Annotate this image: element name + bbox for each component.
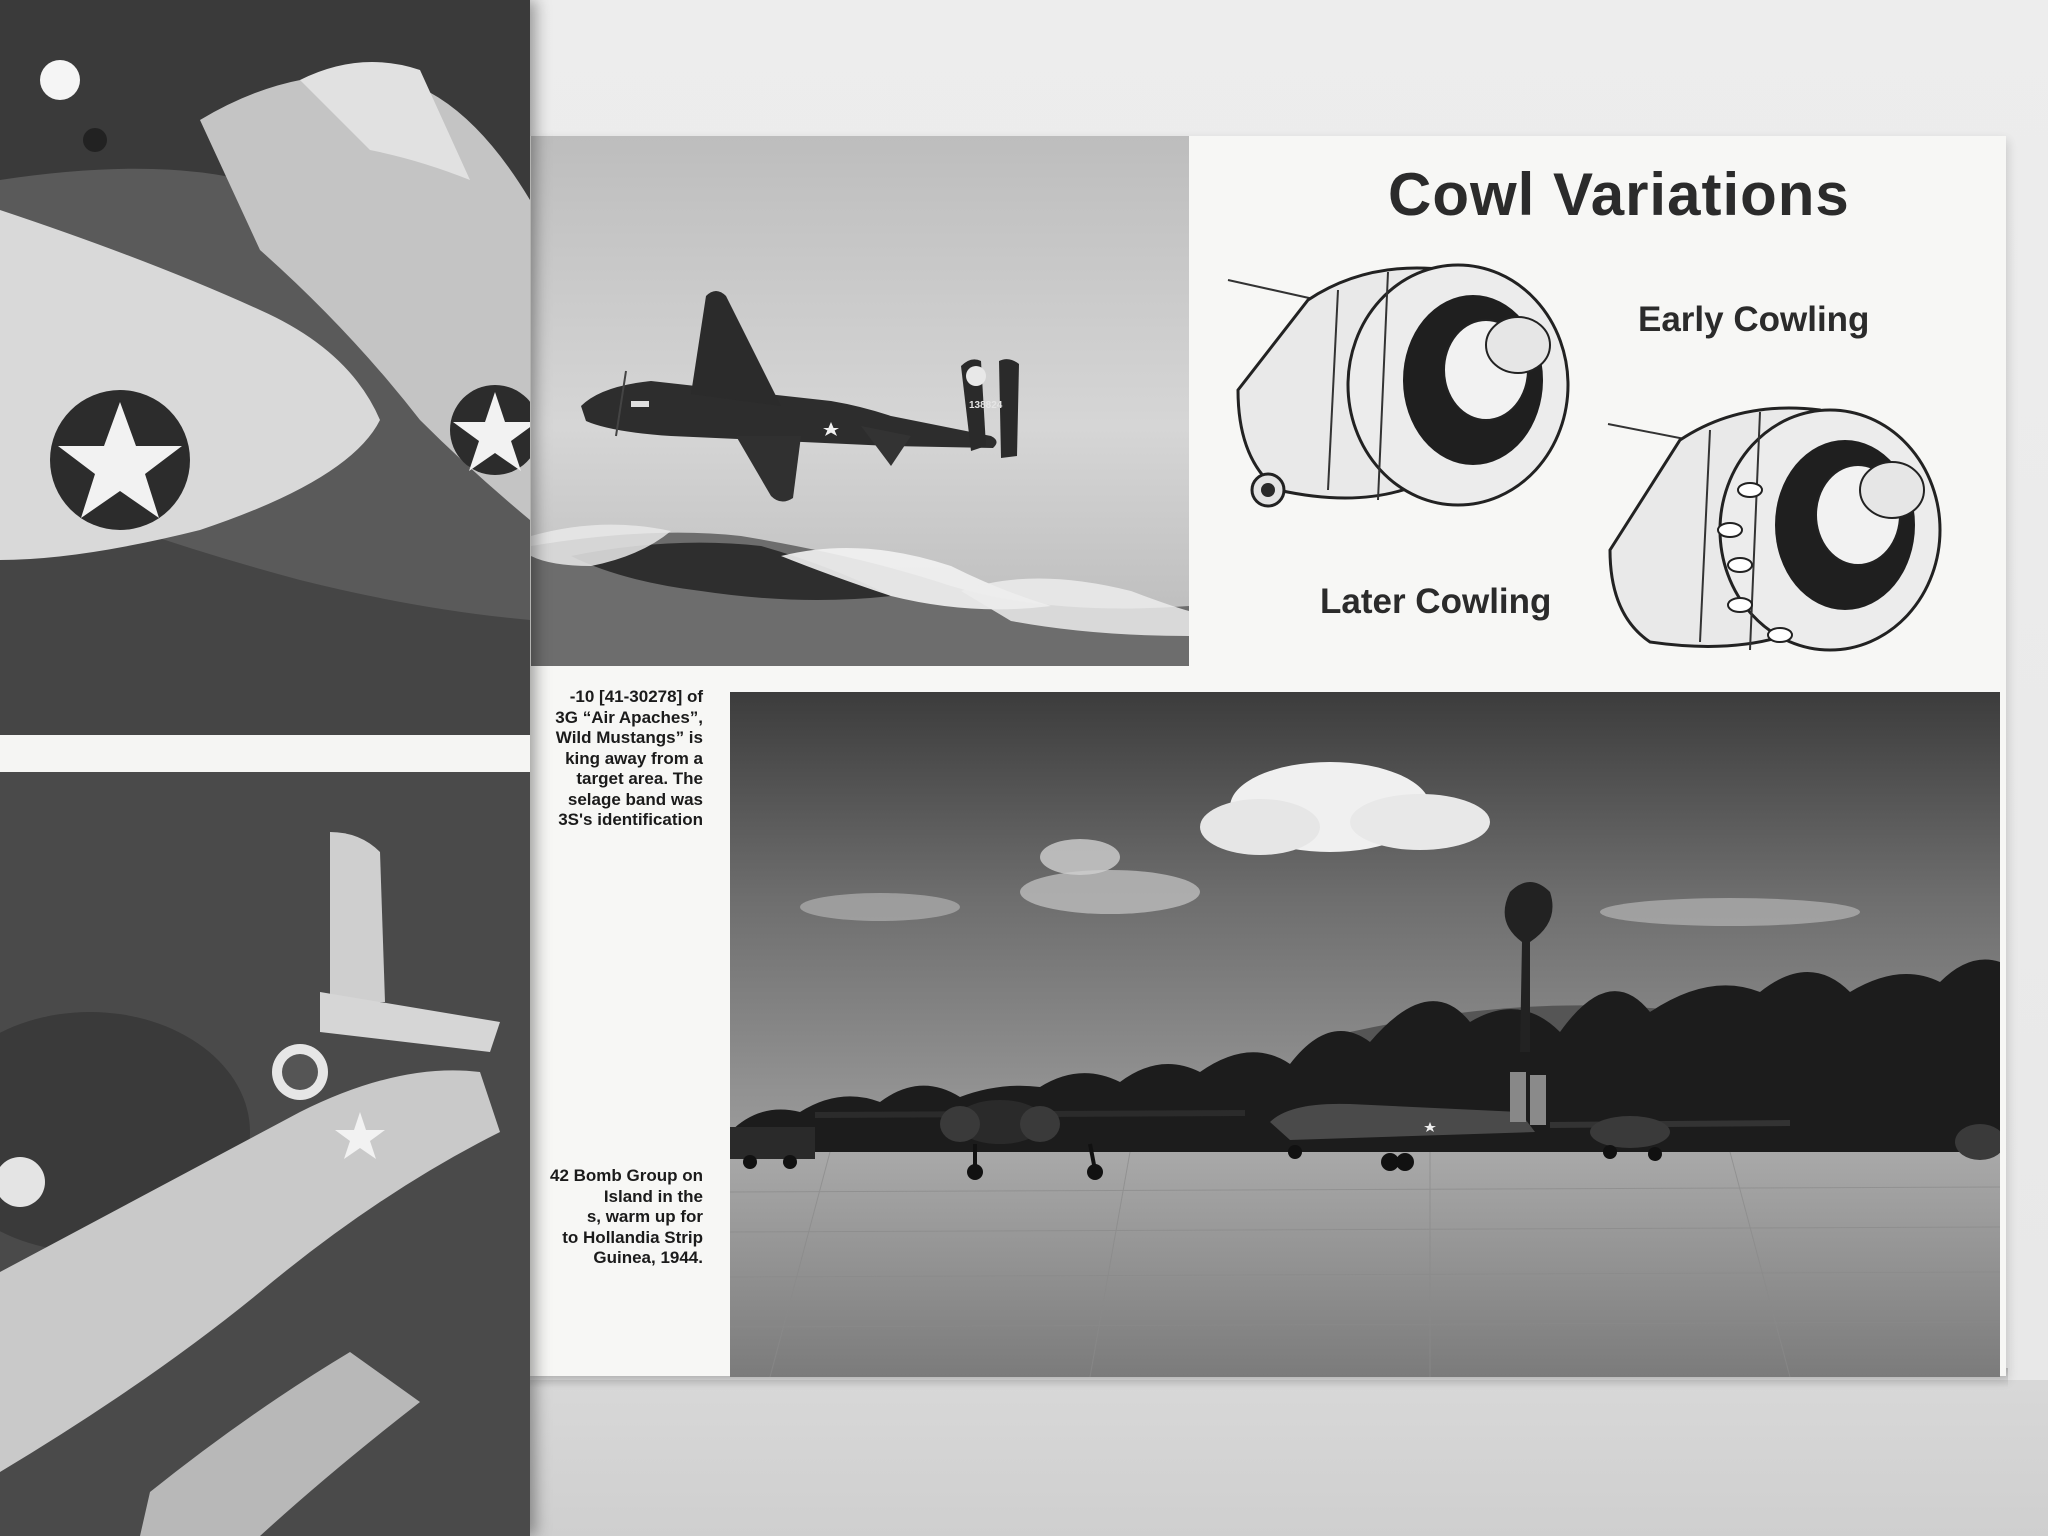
later-cowling-label: Later Cowling — [1320, 582, 1552, 621]
section-title: Cowl Variations — [1388, 161, 1850, 228]
caption-line: 3G “Air Apaches”, — [555, 707, 703, 727]
photo-airfield-b25s — [730, 692, 2000, 1377]
caption-airfield — [531, 1166, 703, 1269]
caption-line: to Hollandia Strip — [562, 1227, 703, 1247]
caption-line: target area. The — [576, 769, 703, 788]
left-page — [0, 0, 530, 1536]
caption-line: 3S's identification — [558, 810, 703, 829]
photo-b25-overhead — [0, 772, 530, 1536]
photo-b25-wing-closeup — [0, 0, 530, 735]
photo-b25-in-flight — [531, 136, 1189, 666]
caption-line: Island in the — [603, 1186, 703, 1206]
early-cowling-drawing — [1218, 240, 1598, 522]
caption-line: selage band was — [567, 789, 703, 809]
caption-b25-flight — [531, 687, 703, 831]
later-cowling-drawing — [1590, 380, 1970, 662]
caption-line: s, warm up for — [586, 1207, 703, 1226]
caption-line: -10 [41-30278] of — [569, 687, 703, 706]
early-cowling-label: Early Cowling — [1638, 300, 1870, 339]
tail-number: 138824 — [969, 400, 1003, 411]
caption-line: Wild Mustangs” is — [555, 728, 703, 747]
caption-line: 42 Bomb Group on — [550, 1166, 703, 1185]
page-gutter — [0, 735, 530, 772]
caption-line: Guinea, 1944. — [593, 1248, 703, 1267]
caption-line: king away from a — [565, 748, 703, 768]
